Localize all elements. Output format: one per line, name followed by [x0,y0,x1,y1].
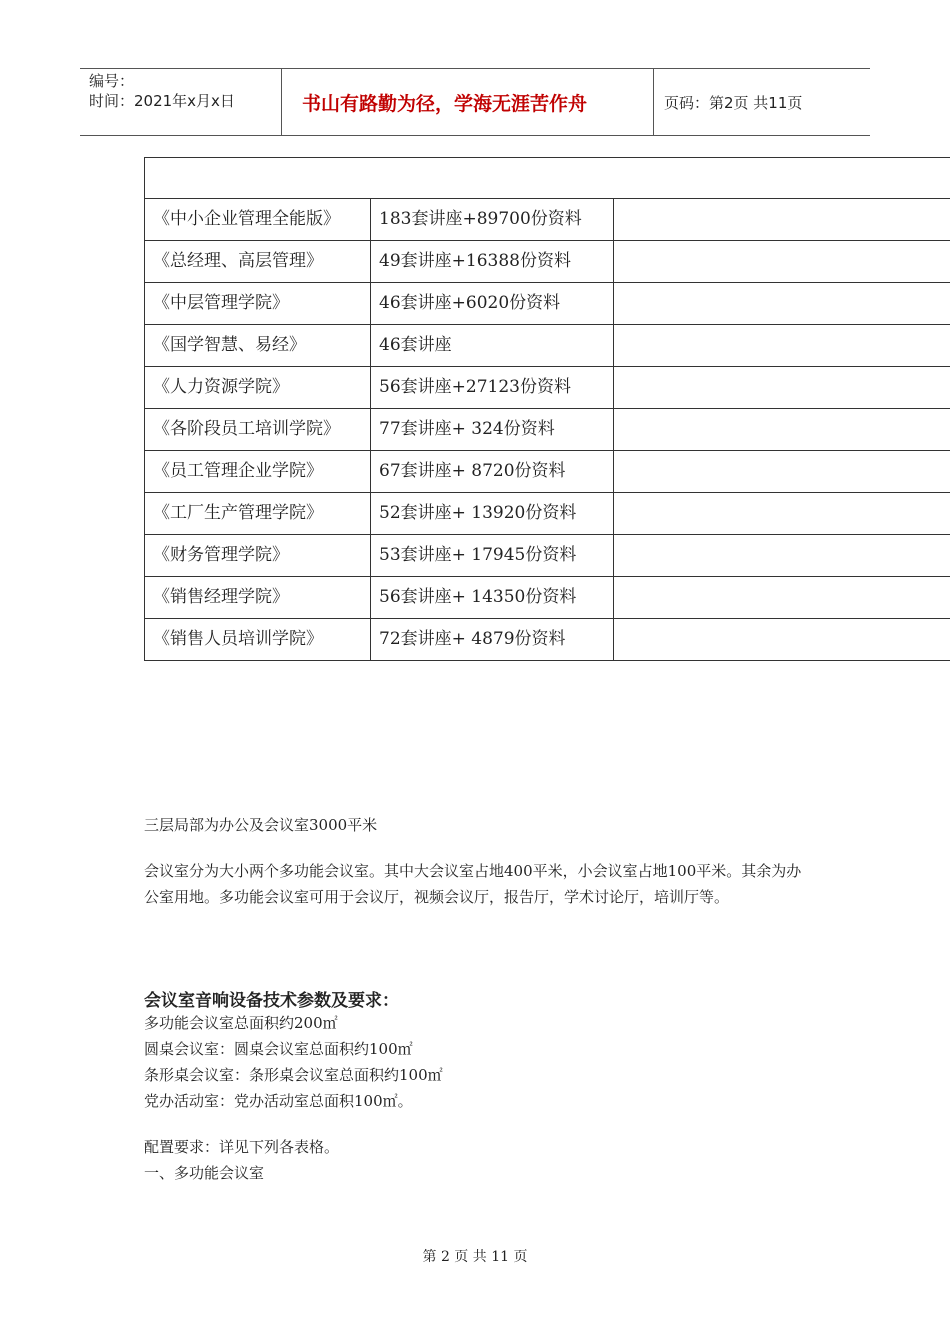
config-section [144,1134,844,1186]
item-line: 一、多功能会议室 [144,1164,265,1182]
table-row [145,535,950,577]
table-cell-note [614,199,950,241]
table-cell-content: 183套讲座+89700份资料 [371,199,614,241]
table-cell-note [614,577,950,619]
room-line-multifunction: 多功能会议室总面积约200㎡ [144,1014,338,1032]
table-cell-note [614,283,950,325]
header-meta [80,69,282,135]
room-list [144,1010,844,1114]
table-cell-name: 《中小企业管理全能版》 [145,199,371,241]
floor-description: 三层局部为办公及会议室3000平米 [144,816,378,834]
table-cell-note [614,241,950,283]
table-cell-name: 《各阶段员工培训学院》 [145,409,371,451]
section-heading: 会议室音响设备技术参数及要求： [144,991,399,1011]
table-cell-content: 53套讲座+ 17945份资料 [371,535,614,577]
table-cell-note [614,409,950,451]
table-row [145,451,950,493]
table-cell-name: 《财务管理学院》 [145,535,371,577]
table-cell-content: 56套讲座+27123份资料 [371,367,614,409]
config-line: 配置要求：详见下列各表格。 [144,1138,340,1156]
table-cell-note [614,493,950,535]
table-row [145,577,950,619]
table-cell-content: 52套讲座+ 13920份资料 [371,493,614,535]
table-row [145,325,950,367]
time-label: 时间：2021年x月x日 [89,92,235,110]
table-row [145,283,950,325]
table-row [145,409,950,451]
table-cell-name: 《工厂生产管理学院》 [145,493,371,535]
header-motto: 书山有路勤为径，学海无涯苦作舟 [282,69,654,135]
table-header-row [145,158,950,199]
table-cell-name: 《销售人员培训学院》 [145,619,371,661]
room-line-round-table: 圆桌会议室：圆桌会议室总面积约100㎡ [144,1040,413,1058]
table-cell-content: 46套讲座 [371,325,614,367]
page-header [80,68,870,136]
room-line-party-office: 党办活动室：党办活动室总面积100㎡。 [144,1092,413,1110]
table-cell-content: 67套讲座+ 8720份资料 [371,451,614,493]
table-cell-note [614,325,950,367]
table-cell-content: 49套讲座+16388份资料 [371,241,614,283]
room-line-long-table: 条形桌会议室：条形桌会议室总面积约100㎡ [144,1066,443,1084]
table-cell-name: 《员工管理企业学院》 [145,451,371,493]
number-label: 编号： [89,72,135,90]
table-cell-name: 《销售经理学院》 [145,577,371,619]
table-cell-note [614,619,950,661]
table-cell-content: 77套讲座+ 324份资料 [371,409,614,451]
table-cell-content: 46套讲座+6020份资料 [371,283,614,325]
meeting-room-description: 会议室分为大小两个多功能会议室。其中大会议室占地400平米，小会议室占地100平米。其余为办公室用地。多功能会议室可用于会议厅，视频会议厅，报告厅，学术讨论厅，培训厅等。 [144,862,802,906]
course-package-table [144,157,950,661]
page-footer: 第 2 页 共 11 页 [422,1249,528,1265]
header-page-info: 页码：第2页 共11页 [664,93,803,112]
table-row [145,199,950,241]
table-cell-content: 72套讲座+ 4879份资料 [371,619,614,661]
table-cell-note [614,535,950,577]
table-cell-name: 《中层管理学院》 [145,283,371,325]
table-row [145,367,950,409]
table-cell-name: 《国学智慧、易经》 [145,325,371,367]
table-row [145,493,950,535]
table-cell-content: 56套讲座+ 14350份资料 [371,577,614,619]
table-row [145,241,950,283]
table-row [145,619,950,661]
table-cell-name: 《人力资源学院》 [145,367,371,409]
table-cell-name: 《总经理、高层管理》 [145,241,371,283]
table-cell-note [614,367,950,409]
table-cell-note [614,451,950,493]
